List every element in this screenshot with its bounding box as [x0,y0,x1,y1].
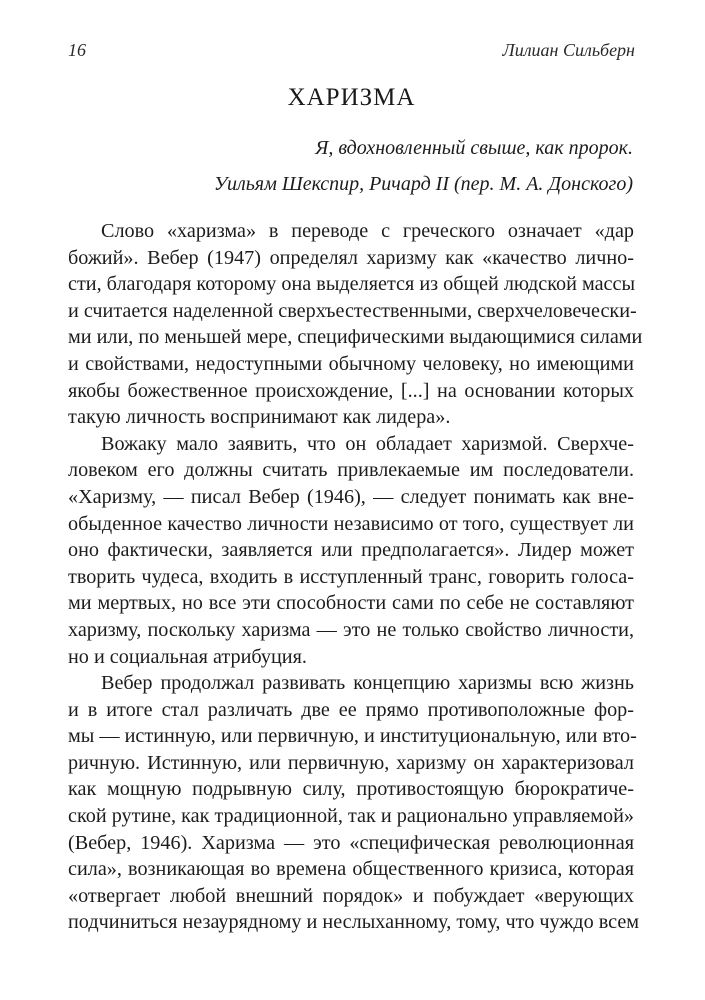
paragraph [68,431,634,670]
text-line: божий». Вебер (1947) определял харизму как «качество лично- [68,246,634,269]
text-line: обыденное качество личности независимо от того, существует ли [68,512,634,535]
text-line: сила», возникающая во времена общественного кризиса, которая [68,858,634,881]
text-line: оно фактически, заявляется или предполагается». Лидер может [68,539,634,562]
page-number: 16 [68,40,86,60]
running-head [68,40,635,61]
text-line: ми мертвых, но все эти способности сами по себе не составляют [68,592,634,615]
text-line: и свойствами, недоступными обычному человеку, но имеющими [68,352,634,375]
body-text [68,218,643,936]
text-line: мы — истинную, или первичную, и институциональную, или вто- [68,725,637,748]
chapter-title: ХАРИЗМА [287,84,416,111]
text-line: и в итоге стал различать две ее прямо противоположные фор- [68,698,634,721]
text-line: подчиниться незаурядному и неслыханному, тому, что чуждо всем [68,911,640,934]
running-head-author: Лилиан Сильберн [502,40,635,60]
paragraph [68,670,640,936]
text-line: ричную. Истинную, или первичную, харизму он характеризовал [68,751,634,774]
text-line: (Вебер, 1946). Харизма — это «специфическая революционная [68,831,634,854]
text-line: ловеком его должны считать привлекаемые им последователи. [68,459,634,482]
text-line: якобы божественное происхождение, [...] на основании которых [68,379,634,402]
text-line: Вебер продолжал развивать концепцию харизмы всю жизнь [101,672,634,695]
text-line: и считается наделенной сверхъестественными, сверхчеловечески- [68,299,637,322]
text-line: «отвергает любой внешний порядок» и побуждает «верующих [68,884,634,907]
text-line: как мощную подрывную силу, противостоящую бюрократиче- [68,778,634,801]
text-line: сти, благодаря которому она выделяется из общей людской массы [68,273,636,296]
text-line: харизму, поскольку харизма — это не только свойство личности, [68,618,634,641]
text-line: творить чудеса, входить в исступленный транс, говорить голоса- [68,565,634,588]
epigraph [100,130,633,202]
paragraph [68,218,643,431]
text-line: ской рутине, как традиционной, так и рационально управляемой» [68,805,634,828]
text-line: Вожаку мало заявить, что он обладает харизмой. Сверхче- [101,432,634,455]
text-line: Слово «харизма» в переводе с греческого означает «дар [101,220,634,242]
epigraph-quote: Я, вдохновленный свыше, как пророк. [315,137,633,159]
text-line: но и социальная атрибуция. [68,645,307,668]
text-line: такую личность воспринимают как лидера». [68,406,451,429]
text-line: «Харизму, — писал Вебер (1946), — следует понимать как вне- [68,485,634,508]
text-line: ми или, по меньшей мере, специфическими выдающимися силами [68,326,643,349]
epigraph-attribution: Уильям Шекспир, Ричард II (пер. М. А. Донского) [213,173,633,195]
